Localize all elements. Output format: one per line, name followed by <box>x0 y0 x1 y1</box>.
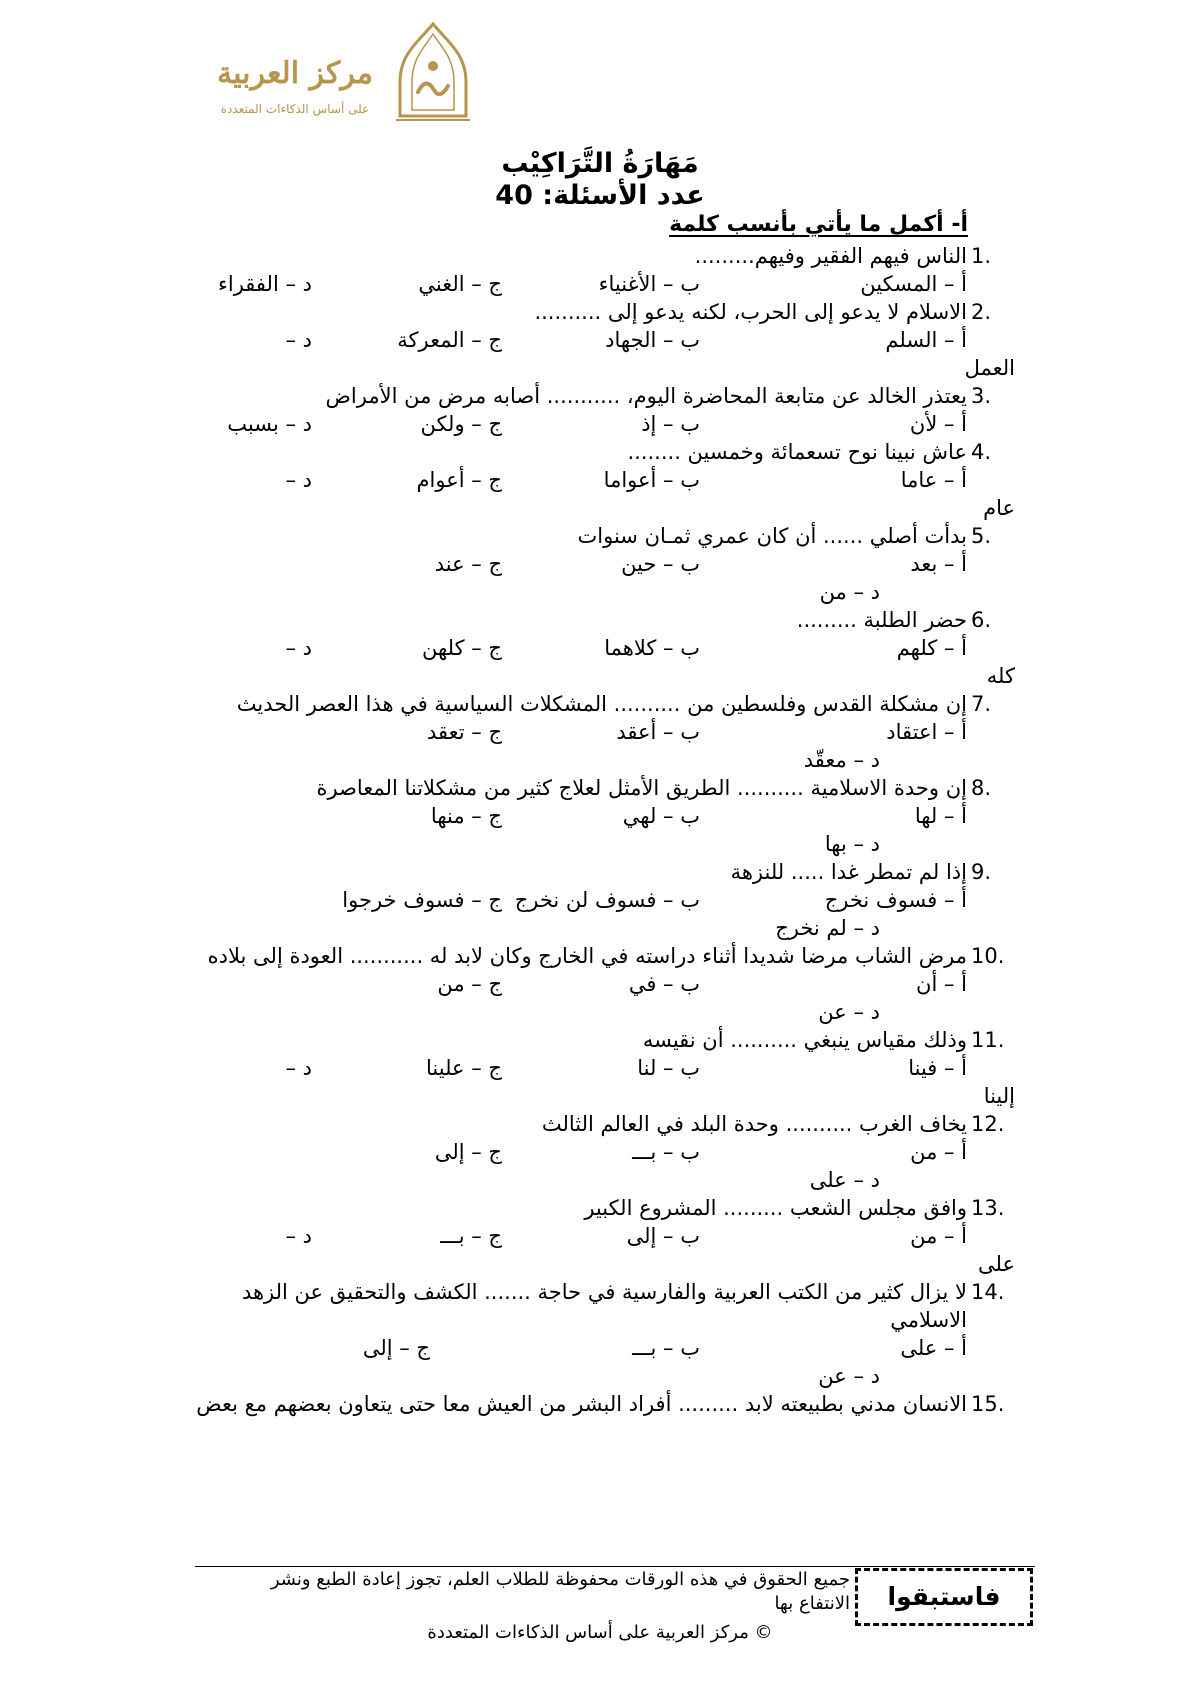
question-number: 6. <box>971 608 992 632</box>
question-item <box>173 942 1015 1026</box>
answer-option: ج – إلى <box>362 1336 430 1360</box>
answer-option: د – <box>285 1224 312 1248</box>
answer-option-wrapped: د – معقّد <box>803 748 880 772</box>
question-stem: وذلك مقياس ينبغي .......... أن نقيسه <box>642 1028 967 1052</box>
question-item <box>173 1026 1015 1110</box>
answer-option: د – <box>285 328 312 352</box>
question-number: 9. <box>971 860 992 884</box>
question-number: 1. <box>971 244 992 268</box>
answer-option: ج – كلهن <box>421 636 502 660</box>
question-number: 7. <box>971 692 992 716</box>
answer-option: ب – كلاهما <box>604 636 700 660</box>
question-stem: حضر الطلبة ......... <box>796 608 967 632</box>
question-stem: لا يزال كثير من الكتب العربية والفارسية في حاجة ....... الكشف والتحقيق عن الزهد الاسلامي <box>241 1280 967 1332</box>
logo-tagline: على أساس الذكاءات المتعددة <box>220 102 370 116</box>
footer-divider <box>195 1566 1035 1567</box>
answer-option: أ – من <box>910 1140 967 1164</box>
question-stem: إن وحدة الاسلامية .......... الطريق الأمثل لعلاج كثير من مشكلاتنا المعاصرة <box>316 776 967 800</box>
answer-option: أ – فسوف نخرج <box>824 888 967 912</box>
answer-option: ب – بـــ <box>632 1336 700 1360</box>
answer-option-wrapped: د – بها <box>824 832 880 856</box>
answer-option: د – الفقراء <box>218 272 312 296</box>
question-item <box>173 298 1015 382</box>
question-item <box>173 1194 1015 1278</box>
question-stem: يخاف الغرب .......... وحدة البلد في العالم الثالث <box>541 1112 967 1136</box>
question-stem: مرض الشاب مرضا شديدا أثناء دراسته في الخارج وكان لابد له ........... العودة إلى بلاده <box>207 944 967 968</box>
question-count: عدد الأسئلة: 40 <box>495 180 705 211</box>
answer-option: ب – لهي <box>622 804 700 828</box>
dome-emblem-icon <box>388 20 478 128</box>
question-item <box>173 1110 1015 1194</box>
answer-option: ب – أعقد <box>616 720 700 744</box>
answer-option: ج – عند <box>434 552 502 576</box>
question-stem: بدأت أصلي ...... أن كان عمري ثمـان سنوات <box>577 524 967 548</box>
question-stem: الاسلام لا يدعو إلى الحرب، لكنه يدعو إلى .......... <box>534 300 967 324</box>
question-stem: الانسان مدني بطبيعته لابد ......... أفراد البشر من العيش معا حتى يتعاون بعضهم مع بعض <box>196 1392 967 1416</box>
question-number: 2. <box>971 300 992 324</box>
center-logo <box>200 20 490 130</box>
answer-option: ب – في <box>628 972 700 996</box>
answer-option: ج – أعوام <box>416 468 502 492</box>
question-item <box>173 690 1015 774</box>
answer-option: ب – إذ <box>641 412 700 436</box>
answer-option: ب – الجهاد <box>605 328 700 352</box>
answer-option: أ – على <box>900 1336 967 1360</box>
answer-option: ب – الأغنياء <box>598 272 700 296</box>
answer-option: أ – من <box>910 1224 967 1248</box>
question-stem: إن مشكلة القدس وفلسطين من .......... المشكلات السياسية في هذا العصر الحديث <box>236 692 967 716</box>
question-item <box>173 774 1015 858</box>
answer-option: ب – إلى <box>626 1224 700 1248</box>
answer-option-wrapped: عام <box>983 496 1015 520</box>
answer-option: أ – لأن <box>909 412 967 436</box>
question-number: 4. <box>971 440 992 464</box>
answer-option: د – <box>285 1056 312 1080</box>
question-stem: وافق مجلس الشعب ......... المشروع الكبير <box>584 1196 967 1220</box>
question-stem: يعتذر الخالد عن متابعة المحاضرة اليوم، ........... أصابه مرض من الأمراض <box>325 384 967 408</box>
footer-stamp: فاستبقوا <box>855 1568 1033 1626</box>
answer-option-wrapped: العمل <box>964 356 1015 380</box>
answer-option: ج – فسوف خرجوا <box>342 888 502 912</box>
answer-option: ب – حين <box>621 552 700 576</box>
answer-option: ج – علينا <box>426 1056 502 1080</box>
question-number: 15. <box>971 1392 1005 1416</box>
copyright-line: © مركز العربية على أساس الذكاءات المتعددة <box>427 1622 773 1643</box>
question-number: 14. <box>971 1280 1005 1304</box>
question-item <box>173 858 1015 942</box>
question-item <box>173 1278 1015 1390</box>
answer-option: ج – المعركة <box>397 328 502 352</box>
question-number: 11. <box>971 1028 1005 1052</box>
answer-option: ب – بـــ <box>632 1140 700 1164</box>
question-item <box>173 522 1015 606</box>
question-stem: عاش نبينا نوح تسعمائة وخمسين ........ <box>627 440 967 464</box>
answer-option-wrapped: إلينا <box>983 1084 1015 1108</box>
answer-option-wrapped: د – عن <box>818 1000 880 1024</box>
question-stem: إذا لم تمطر غدا ..... للنزهة <box>730 860 967 884</box>
page-title: مَهَارَةُ التَّرَاكِيْب <box>501 148 699 179</box>
answer-option: ب – لنا <box>637 1056 700 1080</box>
answer-option-wrapped: على <box>978 1252 1015 1276</box>
answer-option: ج – الغني <box>418 272 502 296</box>
answer-option: أ – فينا <box>908 1056 967 1080</box>
answer-option: ج – منها <box>430 804 502 828</box>
question-item <box>173 242 1015 298</box>
answer-option: د – بسبب <box>227 412 312 436</box>
answer-option-wrapped: د – عن <box>818 1364 880 1388</box>
section-heading: أ- أكمل ما يأتي بأنسب كلمة <box>669 212 968 237</box>
answer-option: ب – أعواما <box>603 468 700 492</box>
rights-notice: جميع الحقوق في هذه الورقات محفوظة للطلاب العلم، تجوز إعادة الطبع ونشر الانتفاع بها <box>270 1569 850 1614</box>
question-item <box>173 606 1015 690</box>
answer-option: أ – اعتقاد <box>886 720 967 744</box>
answer-option: ج – من <box>437 972 502 996</box>
question-number: 3. <box>971 384 992 408</box>
answer-option: أ – لها <box>914 804 967 828</box>
answer-option: ج – بـــ <box>440 1224 502 1248</box>
answer-option: أ – كلهم <box>896 636 967 660</box>
answer-option: أ – بعد <box>910 552 967 576</box>
question-item <box>173 438 1015 522</box>
logo-brand-name: مركز العربية <box>217 56 373 91</box>
answer-option-wrapped: كله <box>986 664 1015 688</box>
question-number: 8. <box>971 776 992 800</box>
question-list <box>173 242 1015 1418</box>
answer-option-wrapped: د – لم نخرج <box>775 916 880 940</box>
answer-option: ج – تعقد <box>426 720 502 744</box>
answer-option: أ – السلم <box>885 328 967 352</box>
question-number: 13. <box>971 1196 1005 1220</box>
question-number: 12. <box>971 1112 1005 1136</box>
answer-option-wrapped: د – من <box>819 580 880 604</box>
answer-option: د – <box>285 636 312 660</box>
answer-option: ج – ولكن <box>420 412 502 436</box>
answer-option: ب – فسوف لن نخرج <box>514 888 700 912</box>
question-stem: الناس فيهم الفقير وفيهم......... <box>694 244 967 268</box>
answer-option: د – <box>285 468 312 492</box>
answer-option: ج – إلى <box>434 1140 502 1164</box>
question-item <box>173 382 1015 438</box>
answer-option-wrapped: د – على <box>809 1168 880 1192</box>
question-number: 5. <box>971 524 992 548</box>
question-number: 10. <box>971 944 1005 968</box>
question-item <box>173 1390 1015 1418</box>
answer-option: أ – أن <box>916 972 967 996</box>
answer-option: أ – المسكين <box>860 272 967 296</box>
answer-option: أ – عاما <box>900 468 967 492</box>
